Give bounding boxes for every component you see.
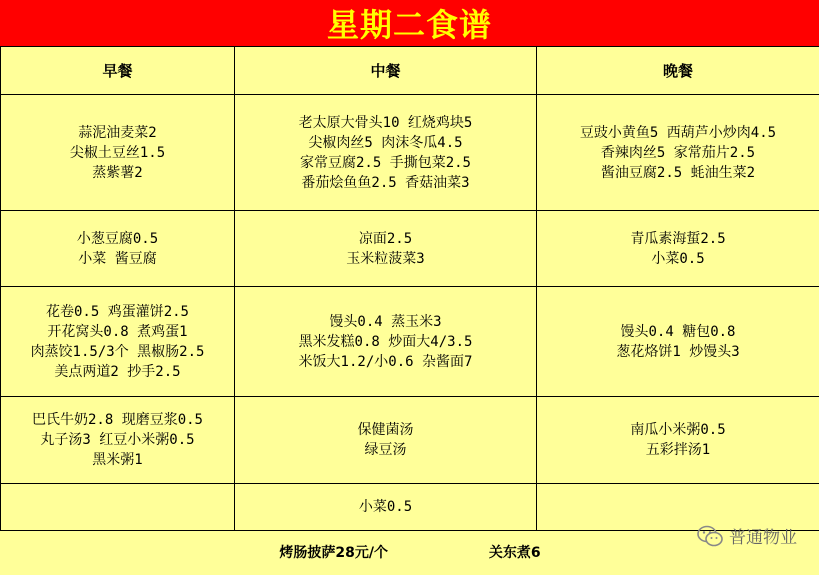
table-row [1, 211, 819, 287]
menu-item: 美点两道2 抄手2.5 [1, 362, 234, 382]
menu-item: 肉蒸饺1.5/3个 黑椒肠2.5 [1, 342, 234, 362]
menu-item: 巴氏牛奶2.8 现磨豆浆0.5 [1, 410, 234, 430]
lunch-cell [235, 211, 537, 287]
menu-item: 花卷0.5 鸡蛋灌饼2.5 [1, 302, 234, 322]
breakfast-cell [1, 484, 235, 531]
footer-item: 关东煮6 [489, 543, 541, 563]
breakfast-cell [1, 211, 235, 287]
menu-item: 保健菌汤 [235, 420, 536, 440]
menu-item: 玉米粒菠菜3 [235, 249, 536, 269]
lunch-cell [235, 484, 537, 531]
menu-item: 酱油豆腐2.5 蚝油生菜2 [537, 163, 819, 183]
menu-item: 黑米发糕0.8 炒面大4/3.5 [235, 332, 536, 352]
menu-item: 老太原大骨头10 红烧鸡块5 [235, 113, 536, 133]
menu-item: 小菜0.5 [235, 497, 536, 517]
menu-item: 家常豆腐2.5 手撕包菜2.5 [235, 153, 536, 173]
menu-item: 五彩拌汤1 [537, 440, 819, 460]
menu-item: 豆豉小黄鱼5 西葫芦小炒肉4.5 [537, 123, 819, 143]
title-bar [0, 0, 819, 46]
watermark-label: 普通物业 [729, 523, 797, 548]
menu-item: 小菜0.5 [537, 249, 819, 269]
dinner-cell [537, 287, 819, 397]
menu-item: 米饭大1.2/小0.6 杂酱面7 [235, 352, 536, 372]
menu-item: 丸子汤3 红豆小米粥0.5 [1, 430, 234, 450]
watermark [697, 523, 797, 548]
header-dinner: 晚餐 [537, 47, 819, 95]
menu-item: 蒜泥油麦菜2 [1, 123, 234, 143]
table-row [1, 95, 819, 211]
lunch-cell [235, 397, 537, 484]
menu-table [0, 46, 819, 575]
menu-item: 尖椒土豆丝1.5 [1, 143, 234, 163]
header-row [1, 47, 819, 95]
menu-item: 葱花烙饼1 炒馒头3 [537, 342, 819, 362]
menu-item: 馒头0.4 蒸玉米3 [235, 312, 536, 332]
menu-item: 绿豆汤 [235, 440, 536, 460]
menu-item: 开花窝头0.8 煮鸡蛋1 [1, 322, 234, 342]
header-lunch: 中餐 [235, 47, 537, 95]
header-breakfast: 早餐 [1, 47, 235, 95]
table-row [1, 397, 819, 484]
dinner-cell [537, 397, 819, 484]
page-title: 星期二食谱 [327, 0, 492, 46]
breakfast-cell [1, 95, 235, 211]
menu-item: 尖椒肉丝5 肉沫冬瓜4.5 [235, 133, 536, 153]
footer-item: 烤肠披萨28元/个 [279, 543, 388, 563]
menu-item: 馒头0.4 糖包0.8 [537, 322, 819, 342]
dinner-cell [537, 211, 819, 287]
wechat-icon [697, 525, 723, 547]
lunch-cell [235, 95, 537, 211]
menu-item: 蒸紫薯2 [1, 163, 234, 183]
lunch-cell [235, 287, 537, 397]
menu-item: 小菜 酱豆腐 [1, 249, 234, 269]
breakfast-cell [1, 287, 235, 397]
breakfast-cell [1, 397, 235, 484]
menu-item: 青瓜素海蜇2.5 [537, 229, 819, 249]
menu-item: 黑米粥1 [1, 450, 234, 470]
menu-item: 小葱豆腐0.5 [1, 229, 234, 249]
menu-item: 香辣肉丝5 家常茄片2.5 [537, 143, 819, 163]
menu-item: 番茄烩鱼鱼2.5 香菇油菜3 [235, 173, 536, 193]
table-row [1, 287, 819, 397]
dinner-cell [537, 95, 819, 211]
menu-item: 南瓜小米粥0.5 [537, 420, 819, 440]
menu-item: 凉面2.5 [235, 229, 536, 249]
